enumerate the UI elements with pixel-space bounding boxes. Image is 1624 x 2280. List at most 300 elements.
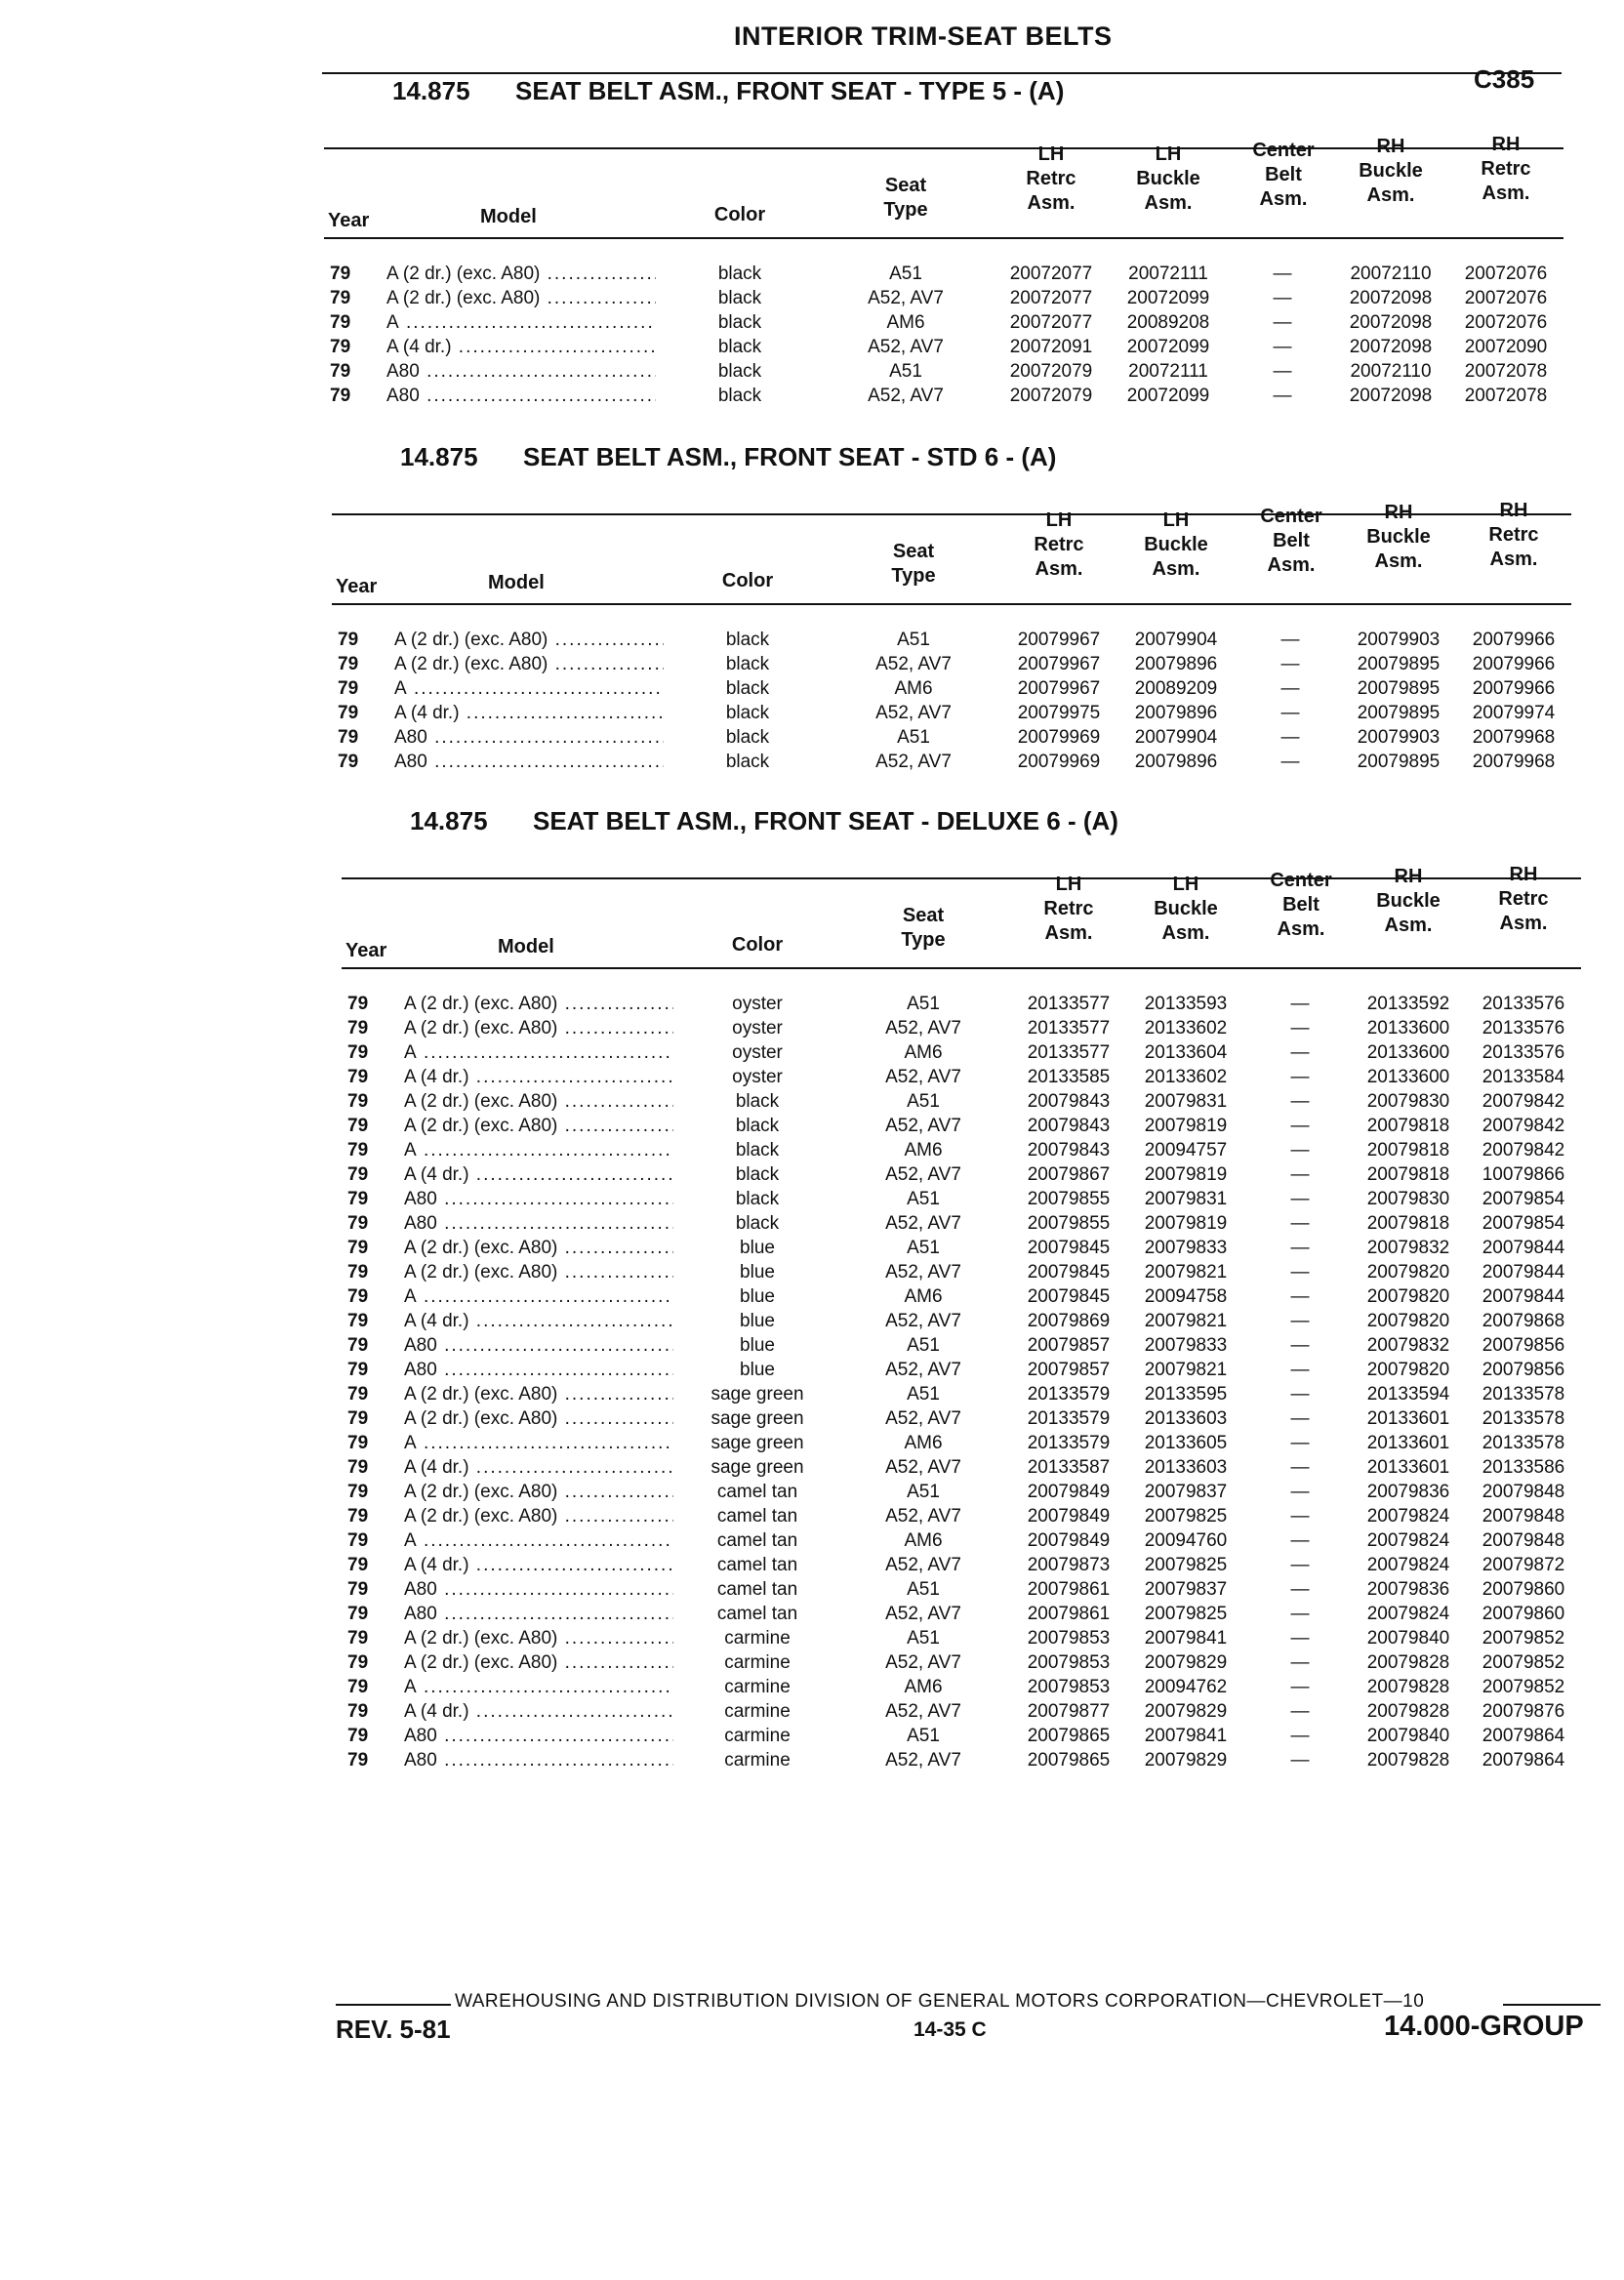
seat-type-header — [841, 174, 970, 223]
lh-buckle-header-line: LH — [1155, 143, 1182, 165]
cell-color: carmine — [724, 1750, 791, 1771]
section-title — [392, 76, 1064, 106]
cell-seat: A51 — [907, 1579, 940, 1600]
cell-year: 79 — [330, 312, 351, 333]
cell-lhr: 20079855 — [1027, 1213, 1111, 1234]
cell-center: — — [1290, 1701, 1310, 1722]
cell-lhb: 20079841 — [1144, 1628, 1228, 1649]
cell-lhr: 20072077 — [1009, 312, 1093, 333]
cell-center: — — [1280, 703, 1300, 723]
lh-buckle-header-line: LH — [1162, 509, 1190, 531]
lh-buckle-header — [1128, 873, 1243, 946]
section-title — [400, 442, 1056, 472]
page-title: INTERIOR TRIM-SEAT BELTS — [734, 21, 1113, 51]
cell-color: black — [735, 1189, 780, 1209]
seat-type-header-line: Type — [883, 199, 928, 221]
cell-lhb: 20079833 — [1144, 1238, 1228, 1258]
cell-year: 79 — [347, 1506, 369, 1527]
table-row — [342, 1089, 1591, 1114]
table-row — [342, 1358, 1591, 1382]
cell-year: 79 — [347, 1140, 369, 1160]
cell-rhb: 20133600 — [1366, 1018, 1450, 1038]
cell-year: 79 — [330, 288, 351, 308]
cell-rhb: 20079840 — [1366, 1628, 1450, 1649]
lh-retrc-header-line: LH — [1045, 509, 1073, 531]
cell-color: black — [717, 361, 762, 382]
cell-center: — — [1280, 654, 1300, 674]
cell-color: black — [717, 288, 762, 308]
cell-center: — — [1273, 264, 1292, 284]
cell-lhb: 20072099 — [1126, 288, 1210, 308]
cell-model: A (4 dr.) ..... — [404, 1162, 673, 1187]
cell-model: A (2 dr.) (exc. A80) ..... — [404, 1236, 673, 1260]
year-header: Year — [328, 210, 370, 231]
cell-rhb: 20079820 — [1366, 1286, 1450, 1307]
cell-lhb: 20079896 — [1134, 654, 1218, 674]
cell-year: 79 — [338, 654, 359, 674]
rh-retrc-header — [1466, 863, 1581, 936]
cell-seat: AM6 — [904, 1677, 943, 1697]
table-row — [324, 310, 1573, 335]
section-number: 14.875 — [410, 806, 488, 835]
cell-model: A (2 dr.) (exc. A80) ..... — [404, 992, 673, 1016]
cell-rhb: 20079895 — [1357, 678, 1441, 699]
cell-lhb: 20094758 — [1144, 1286, 1228, 1307]
cell-center: — — [1273, 337, 1292, 357]
cell-seat: AM6 — [904, 1286, 943, 1307]
lh-buckle-header-line: Asm. — [1161, 922, 1210, 944]
cell-year: 79 — [347, 994, 369, 1014]
cell-color: black — [735, 1213, 780, 1234]
cell-rhr: 20079842 — [1482, 1091, 1565, 1112]
cell-lhr: 20079845 — [1027, 1286, 1111, 1307]
cell-center: — — [1290, 1457, 1310, 1478]
cell-rhr: 20079968 — [1472, 752, 1556, 772]
cell-rhr: 20133586 — [1482, 1457, 1565, 1478]
cell-rhr: 20079852 — [1482, 1652, 1565, 1673]
cell-model: A80 ..... — [386, 384, 656, 408]
cell-rhr: 20079876 — [1482, 1701, 1565, 1722]
cell-color: carmine — [724, 1726, 791, 1746]
center-belt-header-line: Belt — [1282, 894, 1320, 916]
table-row — [342, 1260, 1591, 1284]
cell-rhr: 20079852 — [1482, 1628, 1565, 1649]
cell-model: A (4 dr.) ..... — [404, 1699, 673, 1724]
table-row — [342, 1284, 1591, 1309]
cell-seat: A52, AV7 — [885, 1262, 961, 1282]
revision-label: REV. 5-81 — [336, 2015, 451, 2044]
lh-retrc-header-line: Asm. — [1035, 558, 1083, 580]
cell-lhb: 20133603 — [1144, 1457, 1228, 1478]
cell-center: — — [1280, 727, 1300, 748]
page-code: C385 — [1474, 64, 1535, 94]
cell-color: black — [725, 703, 770, 723]
cell-lhr: 20079855 — [1027, 1189, 1111, 1209]
cell-rhr: 20072090 — [1464, 337, 1548, 357]
parts-table-body — [342, 992, 1591, 1772]
cell-rhb: 20079895 — [1357, 703, 1441, 723]
cell-rhb: 20079840 — [1366, 1726, 1450, 1746]
cell-lhr: 20079845 — [1027, 1238, 1111, 1258]
cell-seat: A52, AV7 — [868, 337, 944, 357]
cell-year: 79 — [338, 752, 359, 772]
cell-seat: A52, AV7 — [885, 1652, 961, 1673]
cell-lhb: 20079904 — [1134, 630, 1218, 650]
cell-seat: A52, AV7 — [885, 1213, 961, 1234]
cell-lhb: 20133603 — [1144, 1408, 1228, 1429]
cell-model: A80 ..... — [404, 1358, 673, 1382]
cell-rhb: 20133592 — [1366, 994, 1450, 1014]
table-row — [332, 725, 1581, 750]
cell-lhb: 20133595 — [1144, 1384, 1228, 1405]
cell-lhb: 20133593 — [1144, 994, 1228, 1014]
cell-rhb: 20079824 — [1366, 1506, 1450, 1527]
cell-rhb: 20079832 — [1366, 1335, 1450, 1356]
cell-rhb: 20133594 — [1366, 1384, 1450, 1405]
seat-type-header-line: Seat — [892, 541, 935, 562]
cell-lhr: 20079857 — [1027, 1360, 1111, 1380]
table-row — [342, 1528, 1591, 1553]
cell-lhr: 20079967 — [1017, 678, 1101, 699]
table-row — [324, 359, 1573, 384]
cell-lhr: 20079843 — [1027, 1116, 1111, 1136]
cell-year: 79 — [347, 1750, 369, 1771]
cell-center: — — [1273, 361, 1292, 382]
cell-center: — — [1290, 1530, 1310, 1551]
cell-rhb: 20079895 — [1357, 752, 1441, 772]
cell-seat: AM6 — [904, 1433, 943, 1453]
cell-year: 79 — [347, 1384, 369, 1405]
rh-buckle-header-line: Buckle — [1376, 890, 1441, 912]
seat-type-header — [849, 540, 978, 589]
lh-retrc-header — [1011, 873, 1126, 946]
cell-seat: AM6 — [904, 1530, 943, 1551]
cell-model: A80 ..... — [404, 1333, 673, 1358]
cell-lhb: 20079904 — [1134, 727, 1218, 748]
cell-model: A (4 dr.) ..... — [404, 1309, 673, 1333]
rh-buckle-header — [1351, 865, 1466, 938]
table-row — [342, 1236, 1591, 1260]
seat-type-header — [859, 904, 988, 953]
cell-rhb: 20079836 — [1366, 1482, 1450, 1502]
cell-center: — — [1290, 1164, 1310, 1185]
seat-type-header-line: Type — [891, 565, 936, 587]
cell-center: — — [1290, 1433, 1310, 1453]
lh-retrc-header-line: LH — [1055, 874, 1082, 895]
cell-lhr: 20079843 — [1027, 1091, 1111, 1112]
cell-color: camel tan — [716, 1506, 798, 1527]
table-row — [342, 1138, 1591, 1162]
cell-model: A (2 dr.) (exc. A80) ..... — [404, 1260, 673, 1284]
cell-lhb: 20079837 — [1144, 1579, 1228, 1600]
cell-lhb: 20072099 — [1126, 337, 1210, 357]
lh-buckle-header-line: Asm. — [1152, 558, 1200, 580]
cell-rhb: 20133600 — [1366, 1042, 1450, 1063]
cell-seat: A52, AV7 — [885, 1408, 961, 1429]
cell-seat: A52, AV7 — [885, 1164, 961, 1185]
table-row — [342, 1504, 1591, 1528]
center-belt-header — [1247, 869, 1355, 942]
cell-seat: A51 — [889, 264, 922, 284]
cell-year: 79 — [347, 1262, 369, 1282]
cell-rhb: 20079824 — [1366, 1530, 1450, 1551]
table-row — [342, 1431, 1591, 1455]
cell-rhb: 20072098 — [1349, 288, 1433, 308]
cell-color: black — [717, 337, 762, 357]
cell-model: A (2 dr.) (exc. A80) ..... — [386, 262, 656, 286]
cell-color: carmine — [724, 1677, 791, 1697]
cell-color: blue — [740, 1238, 775, 1258]
cell-year: 79 — [338, 678, 359, 699]
cell-rhb: 20079830 — [1366, 1091, 1450, 1112]
lh-retrc-header — [1001, 509, 1116, 582]
rh-retrc-header-line: Retrc — [1498, 888, 1549, 910]
cell-rhb: 20079818 — [1366, 1116, 1450, 1136]
cell-model: A (2 dr.) (exc. A80) ..... — [404, 1650, 673, 1675]
cell-lhr: 20072077 — [1009, 288, 1093, 308]
cell-seat: A52, AV7 — [885, 1067, 961, 1087]
table-row — [342, 1626, 1591, 1650]
cell-rhr: 20079848 — [1482, 1482, 1565, 1502]
cell-seat: A52, AV7 — [885, 1457, 961, 1478]
cell-seat: AM6 — [886, 312, 925, 333]
cell-rhr: 20072076 — [1464, 312, 1548, 333]
table-row — [332, 750, 1581, 774]
cell-model: A (2 dr.) (exc. A80) ..... — [404, 1114, 673, 1138]
cell-color: oyster — [732, 1042, 783, 1063]
cell-model: A ..... — [386, 310, 656, 335]
cell-lhb: 20072111 — [1128, 361, 1208, 382]
section-heading: SEAT BELT ASM., FRONT SEAT - DELUXE 6 - (A) — [533, 806, 1118, 835]
cell-rhr: 20079844 — [1482, 1238, 1565, 1258]
cell-lhb: 20079821 — [1144, 1311, 1228, 1331]
cell-lhr: 20079865 — [1027, 1726, 1111, 1746]
cell-center: — — [1290, 1482, 1310, 1502]
cell-center: — — [1290, 1067, 1310, 1087]
table-row — [324, 384, 1573, 408]
cell-color: oyster — [732, 1067, 783, 1087]
cell-lhb: 20079819 — [1144, 1164, 1228, 1185]
rh-buckle-header — [1341, 501, 1456, 574]
year-header: Year — [345, 940, 387, 961]
cell-seat: A52, AV7 — [885, 1750, 961, 1771]
cell-rhr: 20079844 — [1482, 1286, 1565, 1307]
cell-lhb: 20094760 — [1144, 1530, 1228, 1551]
cell-color: blue — [740, 1360, 775, 1380]
table-row — [324, 262, 1573, 286]
cell-lhb: 20094762 — [1144, 1677, 1228, 1697]
cell-rhr: 20133578 — [1482, 1408, 1565, 1429]
cell-model: A80 ..... — [394, 750, 664, 774]
cell-lhr: 20133585 — [1027, 1067, 1111, 1087]
cell-model: A ..... — [404, 1528, 673, 1553]
cell-center: — — [1290, 1579, 1310, 1600]
cell-center: — — [1290, 1213, 1310, 1234]
cell-seat: A51 — [897, 630, 930, 650]
cell-center: — — [1290, 1677, 1310, 1697]
color-header: Color — [731, 934, 784, 956]
cell-year: 79 — [330, 386, 351, 406]
cell-lhr: 20072079 — [1009, 361, 1093, 382]
lh-buckle-header-line: Asm. — [1144, 192, 1193, 214]
lh-retrc-header-line: Asm. — [1027, 192, 1076, 214]
cell-seat: A51 — [907, 1482, 940, 1502]
cell-center: — — [1290, 1628, 1310, 1649]
cell-seat: A51 — [907, 994, 940, 1014]
cell-rhr: 20079852 — [1482, 1677, 1565, 1697]
cell-lhb: 20079896 — [1134, 752, 1218, 772]
model-header: Model — [488, 572, 545, 593]
cell-year: 79 — [347, 1555, 369, 1575]
footer-rule-right — [1503, 2004, 1601, 2006]
cell-lhr: 20079877 — [1027, 1701, 1111, 1722]
color-header: Color — [721, 570, 774, 591]
rh-buckle-header-line: RH — [1384, 502, 1413, 523]
cell-lhb: 20079829 — [1144, 1701, 1228, 1722]
cell-color: sage green — [710, 1433, 804, 1453]
cell-model: A80 ..... — [404, 1724, 673, 1748]
center-belt-header-line: Belt — [1273, 530, 1310, 551]
table-row — [342, 1211, 1591, 1236]
lh-retrc-header-line: Retrc — [1043, 898, 1094, 919]
cell-lhr: 20079849 — [1027, 1482, 1111, 1502]
cell-lhr: 20079873 — [1027, 1555, 1111, 1575]
cell-rhb: 20079836 — [1366, 1579, 1450, 1600]
cell-color: black — [725, 727, 770, 748]
cell-center: — — [1273, 288, 1292, 308]
table-row — [324, 286, 1573, 310]
cell-rhr: 20079966 — [1472, 654, 1556, 674]
cell-year: 79 — [347, 1213, 369, 1234]
cell-year: 79 — [347, 1677, 369, 1697]
cell-lhr: 20079975 — [1017, 703, 1101, 723]
cell-seat: A52, AV7 — [885, 1506, 961, 1527]
center-belt-header — [1230, 139, 1337, 212]
seat-type-header-line: Type — [901, 929, 946, 951]
cell-year: 79 — [330, 361, 351, 382]
table-row — [342, 1040, 1591, 1065]
model-header: Model — [498, 936, 554, 957]
cell-rhr: 20079864 — [1482, 1726, 1565, 1746]
cell-lhr: 20133587 — [1027, 1457, 1111, 1478]
cell-lhr: 20072091 — [1009, 337, 1093, 357]
section-title — [410, 806, 1118, 836]
section-number: 14.875 — [400, 442, 478, 471]
cell-rhr: 20079966 — [1472, 678, 1556, 699]
center-belt-header-line: Center — [1270, 870, 1332, 891]
cell-center: — — [1290, 1018, 1310, 1038]
cell-rhr: 20079860 — [1482, 1604, 1565, 1624]
cell-lhb: 20079825 — [1144, 1506, 1228, 1527]
cell-rhb: 20079820 — [1366, 1360, 1450, 1380]
cell-color: black — [717, 264, 762, 284]
cell-color: camel tan — [716, 1579, 798, 1600]
cell-year: 79 — [338, 703, 359, 723]
cell-center: — — [1273, 386, 1292, 406]
cell-seat: A52, AV7 — [885, 1701, 961, 1722]
lh-buckle-header-line: Buckle — [1136, 168, 1200, 189]
cell-seat: A51 — [907, 1238, 940, 1258]
lh-retrc-header-line: Retrc — [1026, 168, 1076, 189]
lh-buckle-header-line: Buckle — [1154, 898, 1218, 919]
rh-buckle-header-line: RH — [1376, 136, 1405, 157]
cell-rhr: 20079864 — [1482, 1750, 1565, 1771]
cell-color: carmine — [724, 1652, 791, 1673]
cell-year: 79 — [347, 1604, 369, 1624]
cell-color: black — [725, 654, 770, 674]
cell-center: — — [1290, 1652, 1310, 1673]
cell-lhb: 20079829 — [1144, 1652, 1228, 1673]
cell-model: A (4 dr.) ..... — [404, 1455, 673, 1480]
cell-model: A (2 dr.) (exc. A80) ..... — [394, 628, 664, 652]
lh-retrc-header — [994, 142, 1109, 216]
cell-model: A (4 dr.) ..... — [394, 701, 664, 725]
cell-center: — — [1273, 312, 1292, 333]
cell-color: sage green — [710, 1384, 804, 1405]
cell-seat: A52, AV7 — [868, 288, 944, 308]
cell-lhr: 20079843 — [1027, 1140, 1111, 1160]
cell-lhb: 20079896 — [1134, 703, 1218, 723]
cell-rhb: 20133600 — [1366, 1067, 1450, 1087]
cell-rhr: 20079966 — [1472, 630, 1556, 650]
cell-seat: A52, AV7 — [875, 654, 952, 674]
cell-model: A80 ..... — [404, 1187, 673, 1211]
center-belt-header — [1238, 505, 1345, 578]
table-row — [342, 1553, 1591, 1577]
cell-lhb: 20133604 — [1144, 1042, 1228, 1063]
cell-model: A (2 dr.) (exc. A80) ..... — [404, 1382, 673, 1406]
cell-lhb: 20079841 — [1144, 1726, 1228, 1746]
cell-center: — — [1290, 1726, 1310, 1746]
rh-retrc-header — [1456, 499, 1571, 572]
cell-color: blue — [740, 1311, 775, 1331]
cell-center: — — [1280, 678, 1300, 699]
cell-rhb: 20072098 — [1349, 337, 1433, 357]
cell-year: 79 — [347, 1311, 369, 1331]
header-rule-bottom — [342, 967, 1581, 969]
cell-lhr: 20079857 — [1027, 1335, 1111, 1356]
center-belt-header-line: Belt — [1265, 164, 1302, 185]
lh-buckle-header — [1111, 142, 1226, 216]
cell-seat: A52, AV7 — [885, 1360, 961, 1380]
cell-rhb: 20079828 — [1366, 1652, 1450, 1673]
cell-model: A (2 dr.) (exc. A80) ..... — [404, 1089, 673, 1114]
cell-year: 79 — [347, 1579, 369, 1600]
cell-rhr: 20079968 — [1472, 727, 1556, 748]
rh-buckle-header-line: Asm. — [1384, 915, 1433, 936]
cell-rhr: 20133576 — [1482, 994, 1565, 1014]
cell-seat: A51 — [907, 1628, 940, 1649]
cell-rhr: 20079860 — [1482, 1579, 1565, 1600]
cell-seat: A51 — [907, 1384, 940, 1405]
table-row — [332, 676, 1581, 701]
cell-model: A80 ..... — [404, 1577, 673, 1602]
cell-model: A (2 dr.) (exc. A80) ..... — [404, 1406, 673, 1431]
cell-color: camel tan — [716, 1530, 798, 1551]
cell-color: black — [717, 386, 762, 406]
cell-center: — — [1280, 630, 1300, 650]
table-row — [324, 335, 1573, 359]
cell-rhr: 20133584 — [1482, 1067, 1565, 1087]
cell-color: black — [735, 1164, 780, 1185]
cell-lhr: 20079861 — [1027, 1579, 1111, 1600]
cell-color: black — [717, 312, 762, 333]
cell-center: — — [1280, 752, 1300, 772]
table-row — [332, 652, 1581, 676]
cell-seat: A52, AV7 — [868, 386, 944, 406]
group-label: 14.000-GROUP — [1384, 2011, 1584, 2042]
cell-rhr: 20133578 — [1482, 1384, 1565, 1405]
